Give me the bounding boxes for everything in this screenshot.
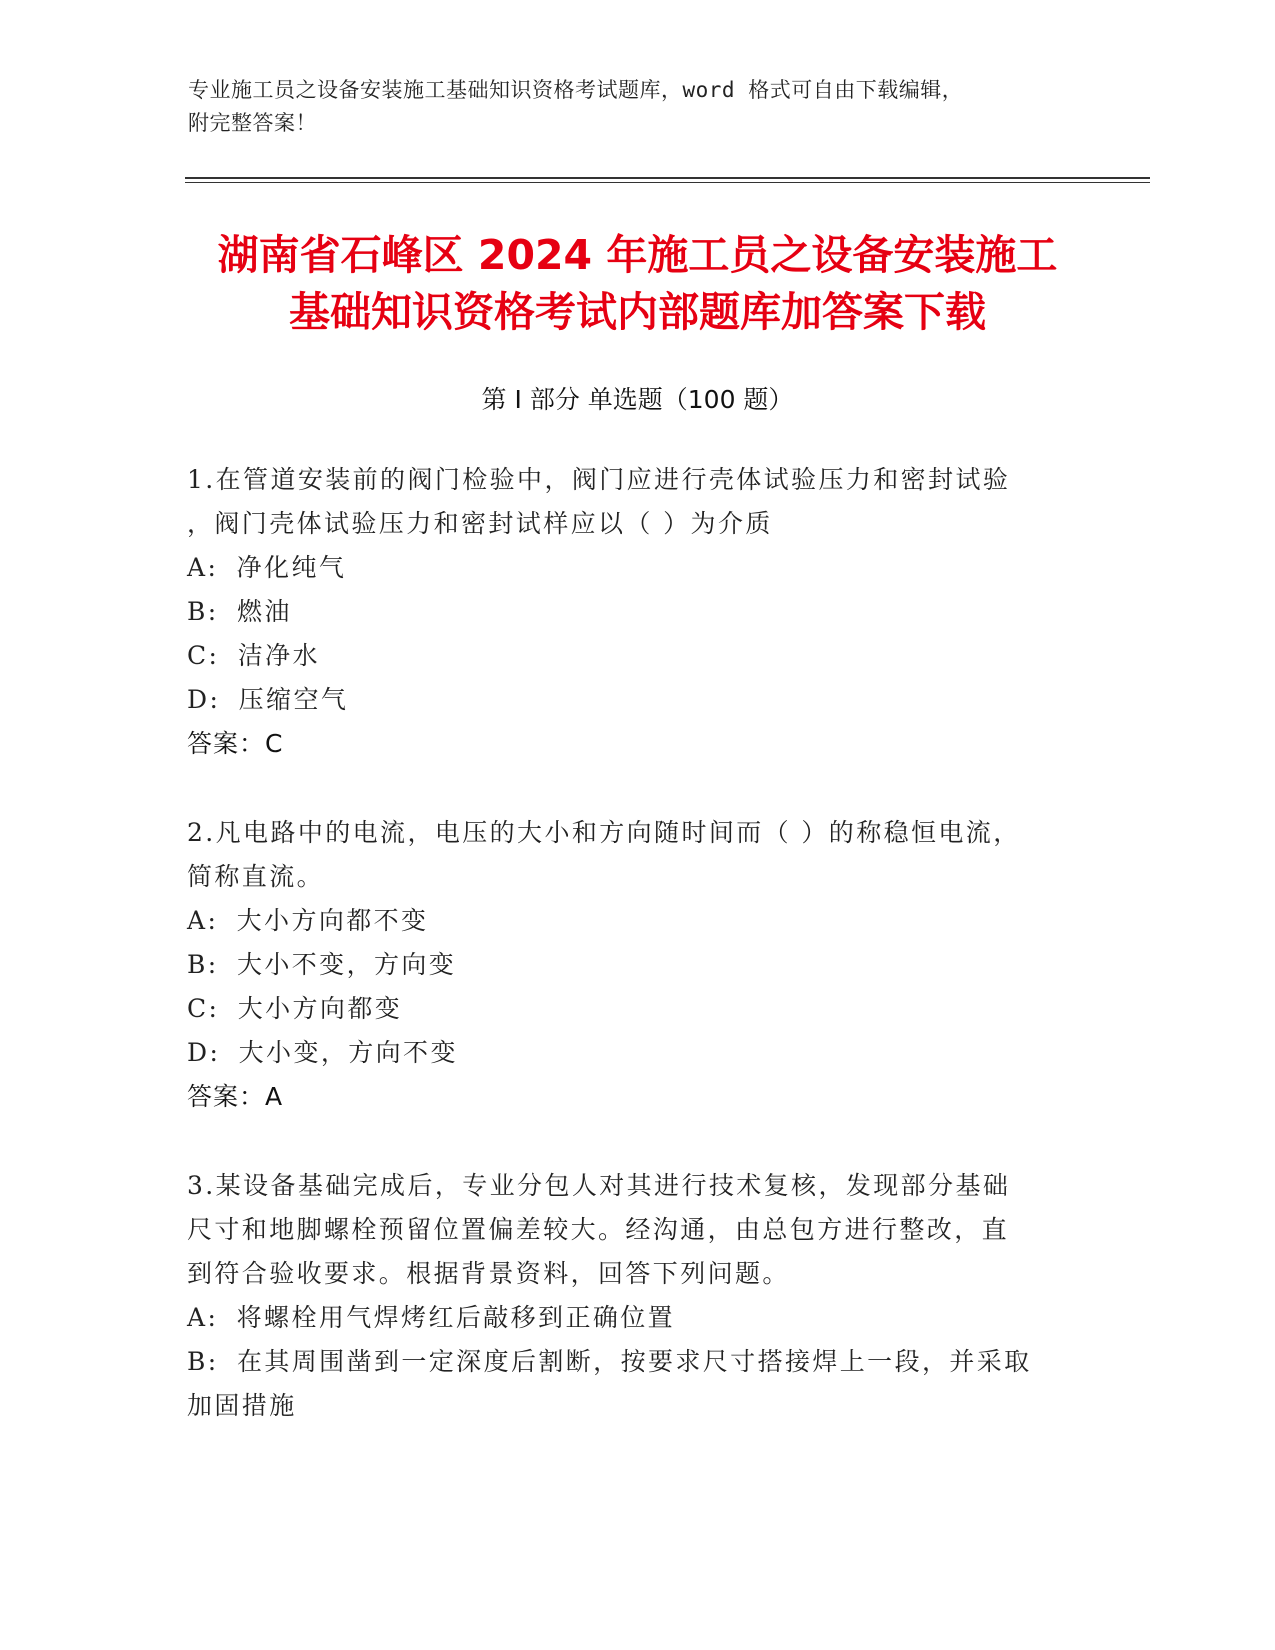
option-label: B: <box>187 1347 219 1376</box>
question-1-option-c <box>187 636 320 672</box>
option-text: 燃油 <box>236 597 292 626</box>
question-2-stem-line-1: 2.凡电路中的电流，电压的大小和方向随时间而（ ）的称稳恒电流， <box>187 818 1021 847</box>
question-2-answer: 答案：A <box>187 1082 284 1111</box>
document-title-line-2: 基础知识资格考试内部题库加答案下载 <box>289 288 986 336</box>
question-3-stem-line-1: 3.某设备基础完成后，专业分包人对其进行技术复核，发现部分基础 <box>187 1171 1011 1200</box>
question-2-option-d <box>187 1033 458 1069</box>
option-label: D: <box>187 685 221 714</box>
question-1-option-b <box>187 592 292 628</box>
question-1-stem-line-2: ，阀门壳体试验压力和密封试样应以（ ）为介质 <box>187 509 773 538</box>
header-divider-thin <box>185 182 1150 183</box>
option-text: 在其周围凿到一定深度后割断，按要求尺寸搭接焊上一段，并采取 <box>236 1347 1032 1376</box>
question-1-option-d <box>187 680 348 716</box>
question-1-option-a <box>187 548 346 584</box>
question-3-option-a <box>187 1298 675 1334</box>
question-2-option-a <box>187 901 428 937</box>
question-2-option-b <box>187 945 456 981</box>
document-title-line-1: 湖南省石峰区 2024 年施工员之设备安装施工 <box>217 231 1058 279</box>
option-text: 压缩空气 <box>238 685 349 714</box>
question-3-stem-line-3: 到符合验收要求。根据背景资料，回答下列问题。 <box>187 1259 790 1288</box>
option-label: A: <box>187 553 219 582</box>
option-text: 将螺栓用气焊烤红后敲移到正确位置 <box>236 1303 676 1332</box>
option-text: 大小方向都不变 <box>236 906 429 935</box>
header-note <box>188 74 1068 140</box>
question-1-answer: 答案：C <box>187 729 284 758</box>
option-text: 大小不变，方向变 <box>236 950 457 979</box>
option-label: A: <box>187 906 219 935</box>
option-text: 净化纯气 <box>236 553 347 582</box>
option-label: C: <box>187 994 220 1023</box>
option-label: D: <box>187 1038 221 1067</box>
section-heading: 第 I 部分 单选题（100 题） <box>481 385 794 414</box>
option-label: A: <box>187 1303 219 1332</box>
option-text: 大小变，方向不变 <box>238 1038 458 1067</box>
question-2-option-c <box>187 989 402 1025</box>
question-3-option-b <box>187 1342 1032 1378</box>
option-label: B: <box>187 950 219 979</box>
header-divider-thick <box>185 177 1150 179</box>
question-1-stem-line-1: 1.在管道安装前的阀门检验中，阀门应进行壳体试验压力和密封试验 <box>187 465 1011 494</box>
option-text: 大小方向都变 <box>237 994 403 1023</box>
option-label: C: <box>187 641 220 670</box>
header-note-line-1: 专业施工员之设备安装施工基础知识资格考试题库，word 格式可自由下载编辑， <box>188 78 964 102</box>
question-3-option-b-continuation: 加固措施 <box>187 1391 297 1420</box>
option-text: 洁净水 <box>237 641 320 670</box>
question-2-stem-line-2: 简称直流。 <box>187 862 325 891</box>
header-note-line-2: 附完整答案！ <box>188 111 317 135</box>
question-3-stem-line-2: 尺寸和地脚螺栓预留位置偏差较大。经沟通，由总包方进行整改，直 <box>187 1215 1010 1244</box>
document-title <box>150 227 1125 341</box>
option-label: B: <box>187 597 219 626</box>
